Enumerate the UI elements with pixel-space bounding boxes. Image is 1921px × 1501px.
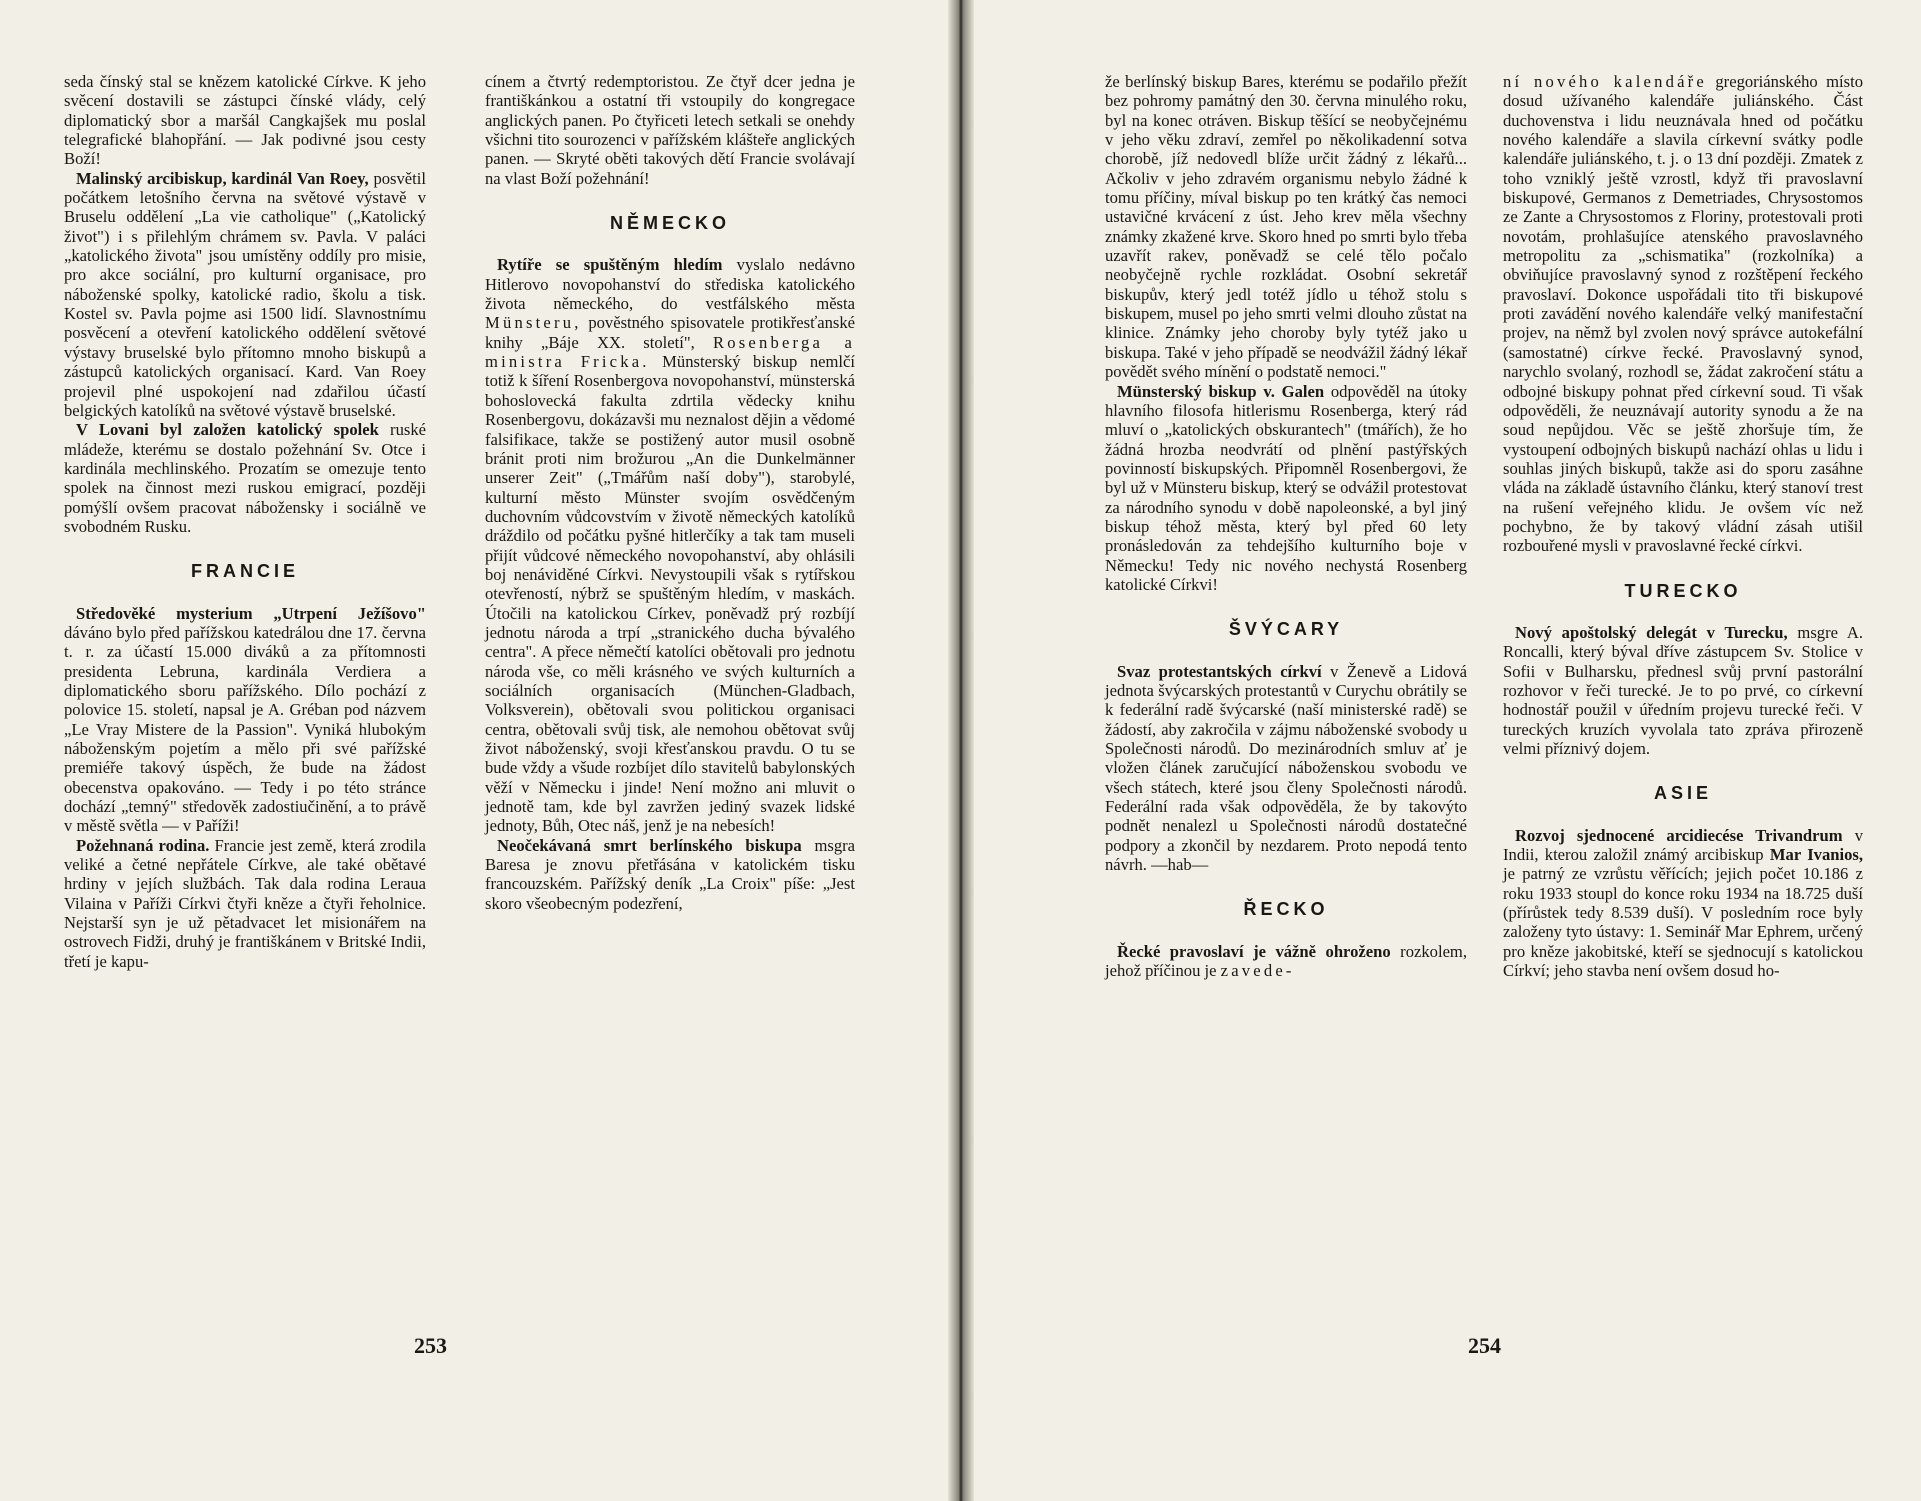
article-lead: Svaz protestantských církví	[1117, 661, 1322, 681]
paragraph	[1105, 382, 1467, 595]
section-heading-francie: FRANCIE	[191, 561, 299, 582]
paragraph	[1105, 942, 1467, 981]
paragraph	[1503, 826, 1863, 981]
left-page	[0, 0, 958, 1501]
paragraph-text: odpověděl na útoky hlavního filosofa hitlerismu Rosenberga, který rád mluví o „katolických obskurantech" (tmářích), že ho žádná hrozba neodvrátí od plnění pastýřských povinností biskupských. Připomněl Rosenbergovi, že byl už v Münsteru biskup, který se odvážil protestovat za národního synodu v době napoleonské, a byl jiný biskup téhož města, který byl před 60 lety pronásledován za tehdejšího kulturního boje v Německu! Tedy nic nového nechystá Rosenberg katolické Církvi!	[1105, 381, 1467, 594]
paragraph-text: gregoriánského místo dosud užívaného kalendáře juliánského. Část duchovenstva i lidu neuznávala hned od počátku nového kalendáře a slavila církevní svátky podle kalendáře juliánského, t. j. o 13 dní později. Zmatek z toho vzniklý ještě vzrostl, když tři pravoslavní biskupové, Germanos z Demetriades, Chrysostomos ze Zante a Chrysostomos z Floriny, protestovali proti novotám, prohlašujíce atenského pravoslavného metropolitu za „schismatika" (rozkolníka) a obviňujíce pravoslavný synod z rozštěpení řeckého pravoslaví. Dokonce uspořádali tito tři biskupové proti zavádění nového kalendáře velký manifestační projev, na němž byl zvolen nový správce autokefální (samostatné) církve řecké. Pravoslavný synod, narychlo svolaný, rozhodl se, žádat zakročení státu a odbojné biskupy pohnat před církevní soud. Ti však odpověděli, že neuznávají autority synodu a že na soud nepůjdou. Věc se ještě zhoršuje tím, že vystoupení odbojných biskupů nachází ohlas u lidu i souhlas jiných biskupů, takže asi do sporu zasáhne vláda na základě ústavního článku, který stanoví trest na rušení veřejného klidu. Je ovšem víc než pochybno, že by takový vládní zásah utišil rozbouřené mysli v pravoslavné řecké církvi.	[1503, 72, 1863, 556]
article-lead: Nový apoštolský delegát v Turecku,	[1515, 622, 1788, 642]
page-number: 253	[414, 1333, 447, 1358]
spaced-text: Rosenberga a ministra Fricka.	[485, 332, 856, 372]
paragraph-text: posvětil počátkem letošního června na světové výstavě v Bruselu oddělení „La vie catholique" („Katolický život") i s přilehlým chrámem sv. Pavla. V paláci „katolického života" jsou umístěny oddíly pro misie, pro akce sociální, pro kulturní organisace, pro náboženské spolky, katolické radio, školu a tisk. Kostel sv. Pavla pojme asi 1500 lidí. Slavnostnímu posvěcení a otevření katolického oddělení světové výstavy bruselské bylo přítomno mnoho biskupů a zástupců katolických organisací. Kard. Van Roey projevil plné uspokojení nad zdařilou účastí belgických katolíků na světové výstavě bruselské.	[64, 168, 426, 420]
paragraph-text: vyslalo nedávno Hitlerovo novopohanství do střediska katolického života německého, do vestfálského města	[485, 255, 855, 314]
article-lead: Rozvoj sjednocené arcidiecése Trivandrum	[1515, 825, 1843, 845]
paragraph-text: Münsterský biskup nemlčí totiž k šíření Rosenbergova novopohanství, münsterská bohoslovecká fakulta zdrtila vědecky knihu Rosenbergovu, dokázavši mu neznalost dějin a vědomé falsifikace, takže se postižený autor musil osobně bránit proti nim brožurou „An die Dunkelmänner unserer Zeit" („Tmářům naší doby"), starobylé, kulturní město Münster svojím osvědčeným duchovním vůdcovstvím v životě německých katolíků dráždilo od počátku pyšné hitlerčíky a tak tam museli přijít vůdcové německého novopohanství, aby ohlásili boj nenáviděné Církvi. Nevystoupili však s rytířskou otevřeností, nýbrž se spuštěným hledím, v maskách. Útočili na katolickou Církev, poněvadž prý rozbíjí jednotu národa a trpí „stranického ducha bývalého centra". A přece němečtí katolíci obětovali pro jednotu národa vše, co měli krásného ve svých kulturních a sociálních organisacích (München-Gladbach, Volksverein), obětovali svou politickou organisaci centra, obětovali svůj tisk, ale nemohou obětovat svůj život náboženský, svoji křesťanskou pravdu. O tu se bude vždy a všude rozbíjet dílo stavitelů babylonských věží v Německu i jinde! Není možno ani mluvit o jednotě tam, kde byl zavržen jediný svazek lidské jednoty, Bůh, Otec náš, jenž je na nebesích!	[485, 352, 855, 836]
article-lead: V Lovani byl založen katolický spolek	[76, 420, 379, 440]
paragraph-text: je patrný ze vzrůstu věřících; jejich počet 10.186 z roku 1933 stoupl do konce roku 1934 na 18.725 duší (přírůstek tedy 8.539 duší). V posledním roce byly založeny tyto ústavy: 1. Seminář Mar Ephrem, určený pro kněze jakobitské, kteří se sjednocují s katolickou Církví; jeho stavba není ovšem dosud ho-	[1503, 864, 1863, 981]
book-gutter	[948, 0, 974, 1501]
paragraph	[64, 836, 426, 971]
paragraph: že berlínský biskup Bares, kterému se podařilo přežít bez pohromy památný den 30. června minulého roku, byl na konec otráven. Biskup těšící se neobyčejnému v jeho věku zdraví, zemřel po několikadenní sotva chorobě, jíž nedovedl blíže určit žádný z lékařů... Ačkoliv v jeho zdravém organismu nebylo žádné k tomu příčiny, míval biskup po ten krátký čas nemoci ustavičné krvácení z úst. Jeho krev měla všechny známky zkažené krve. Skoro hned po smrti bylo třeba uzavřít rakev, poněvadž se celé tělo počalo neobyčejně rychle rozkládat. Osobní sekretář biskupův, který jedl totéž jídlo u téhož stolu s biskupem, musel po jeho smrti velmi dlouho zůstat na klinice. Známky jeho choroby byly tytéž jako u biskupa. Také v jeho případě se neodvážil žádný lékař povědět svého mínění o podstatě nemoci."	[1105, 72, 1467, 382]
right-page	[964, 0, 1921, 1501]
paragraph	[1105, 662, 1467, 875]
article-lead: Neočekávaná smrt berlínského biskupa	[497, 835, 802, 855]
spaced-text: ní nového kalendáře	[1503, 72, 1707, 91]
article-lead: Rytíře se spuštěným hledím	[497, 255, 723, 275]
paragraph	[1503, 623, 1863, 758]
paragraph	[1503, 72, 1863, 556]
paragraph: seda čínský stal se knězem katolické Církve. K jeho svěcení dostavili se zástupci čínské vlády, celý diplomatický sbor a maršál Cangkajšek mu poslal telegrafické blahopřání. — Jak podivné jsou cesty Boží!	[64, 72, 426, 169]
paragraph-text: dáváno bylo před pařížskou katedrálou dne 17. června t. r. za účastí 15.000 diváků a za přítomnosti presidenta Lebruna, kardinála Verdiera a diplomatického sboru pařížského. Dílo pochází z polovice 15. století, napsal je A. Gréban pod názvem „Le Vray Mistere de la Passion". Vyniká hlubokým náboženským pojetím a mělo při své pařížské premiéře takový úspěch, že bude na žádost obecenstva opakováno. — Tedy i po této stránce dochází „temný" středověk zadostiučinění, a to právě v městě světla — v Paříži!	[64, 622, 426, 836]
section-heading-nemecko: NĚMECKO	[609, 213, 730, 234]
paragraph	[64, 420, 426, 536]
left-column-2	[485, 72, 855, 913]
right-column-2	[1503, 72, 1863, 980]
section-heading-asie: ASIE	[1653, 783, 1712, 804]
section-heading-recko: ŘECKO	[1243, 899, 1329, 920]
paragraph-text: Francie jest země, která zrodila veliké a četné nepřátele Církve, ale také obětavé hrdiny v jejích službách. Tak dala rodina Leraua Vilaina v Paříži Církvi čtyři kněze a čtyři řeholnice. Nejstarší syn je už pětadvacet let misionářem na ostrovech Fidži, druhý je františkánem v Britské Indii, třetí je kapu-	[64, 835, 426, 971]
paragraph: cínem a čtvrtý redemptoristou. Ze čtyř dcer jedna je františkánkou a ostatní tři vstoupily do kongregace anglických panen. Po čtyřiceti letech setkali se onehdy všichni tito sourozenci v pařížském klášteře anglických panen. — Skryté oběti takových dětí Francie svolávají na vlast Boží požehnání!	[485, 72, 855, 188]
paragraph	[485, 836, 855, 913]
paragraph-text: v Indii, kterou založil známý arcibiskup	[1503, 825, 1863, 865]
spaced-text: zavede-	[1220, 961, 1295, 981]
paragraph-text: pověstného spisovatele protikřesťanské knihy „Báje XX. století",	[485, 313, 855, 352]
paragraph-text: v Ženevě a Lidová jednota švýcarských protestantů v Curychu obrátily se k federální radě švýcarské (naší ministerské radě) se žádostí, aby zakročila v zájmu náboženské svobody u Společnosti národů. Do mezinárodních smluv ať je vložen článek zaručující náboženskou svobodu ve všech státech, které jsou členy Společnosti národů. Federální rada však odpověděla, že by takovýto podnět nenalezl u Společnosti národů dostatečné podpory a zkončil by nezdarem. Proto nepodá tento návrh. —hab—	[1105, 661, 1467, 875]
paragraph-text: rozkolem, jehož příčinou je	[1105, 941, 1467, 981]
paragraph-text: msgre A. Roncalli, který býval dříve zástupcem Sv. Stolice v Sofii v Bulharsku, přednesl svůj první pastorální rozhovor v řeči turecké. Je to po prvé, co církevní hodnostář použil v úředním projevu turecké řeči. V tureckých kruzích vyvolala tato zpráva přirozeně velmi příznivý dojem.	[1503, 622, 1863, 758]
paragraph	[64, 169, 426, 420]
paragraph-text: ruské mládeže, kterému se dostalo požehnání Sv. Otce i kardinála mechlinského. Prozatím se omezuje tento spolek na činnost mezi ruskou emigrací, později pomýšlí ovšem pracovat nábožensky i sociálně ve svobodném Rusku.	[64, 420, 426, 536]
paragraph-text: msgra Baresa je znovu přetřásána v katolickém tisku francouzském. Pařížský deník „La Croix" píše: „Jest skoro všeobecným podezření,	[485, 835, 856, 913]
section-heading-turecko: TURECKO	[1624, 580, 1742, 601]
spaced-text: Münsteru,	[485, 313, 582, 333]
bold-name: Mar Ivanios,	[1769, 845, 1863, 865]
right-column-1	[1105, 72, 1467, 980]
section-heading-svycary: ŠVÝCARY	[1228, 619, 1344, 640]
article-lead: Řecké pravoslaví je vážně ohroženo	[1117, 941, 1391, 961]
article-lead: Středověké mysterium „Utrpení Ježíšovo"	[76, 603, 426, 623]
article-lead: Malinský arcibiskup, kardinál Van Roey,	[76, 168, 369, 188]
left-column-1	[64, 72, 426, 971]
article-lead: Münsterský biskup v. Galen	[1117, 381, 1325, 401]
paragraph	[64, 604, 426, 836]
page-number: 254	[1468, 1333, 1501, 1358]
paragraph	[485, 255, 855, 835]
article-lead: Požehnaná rodina.	[76, 835, 210, 855]
